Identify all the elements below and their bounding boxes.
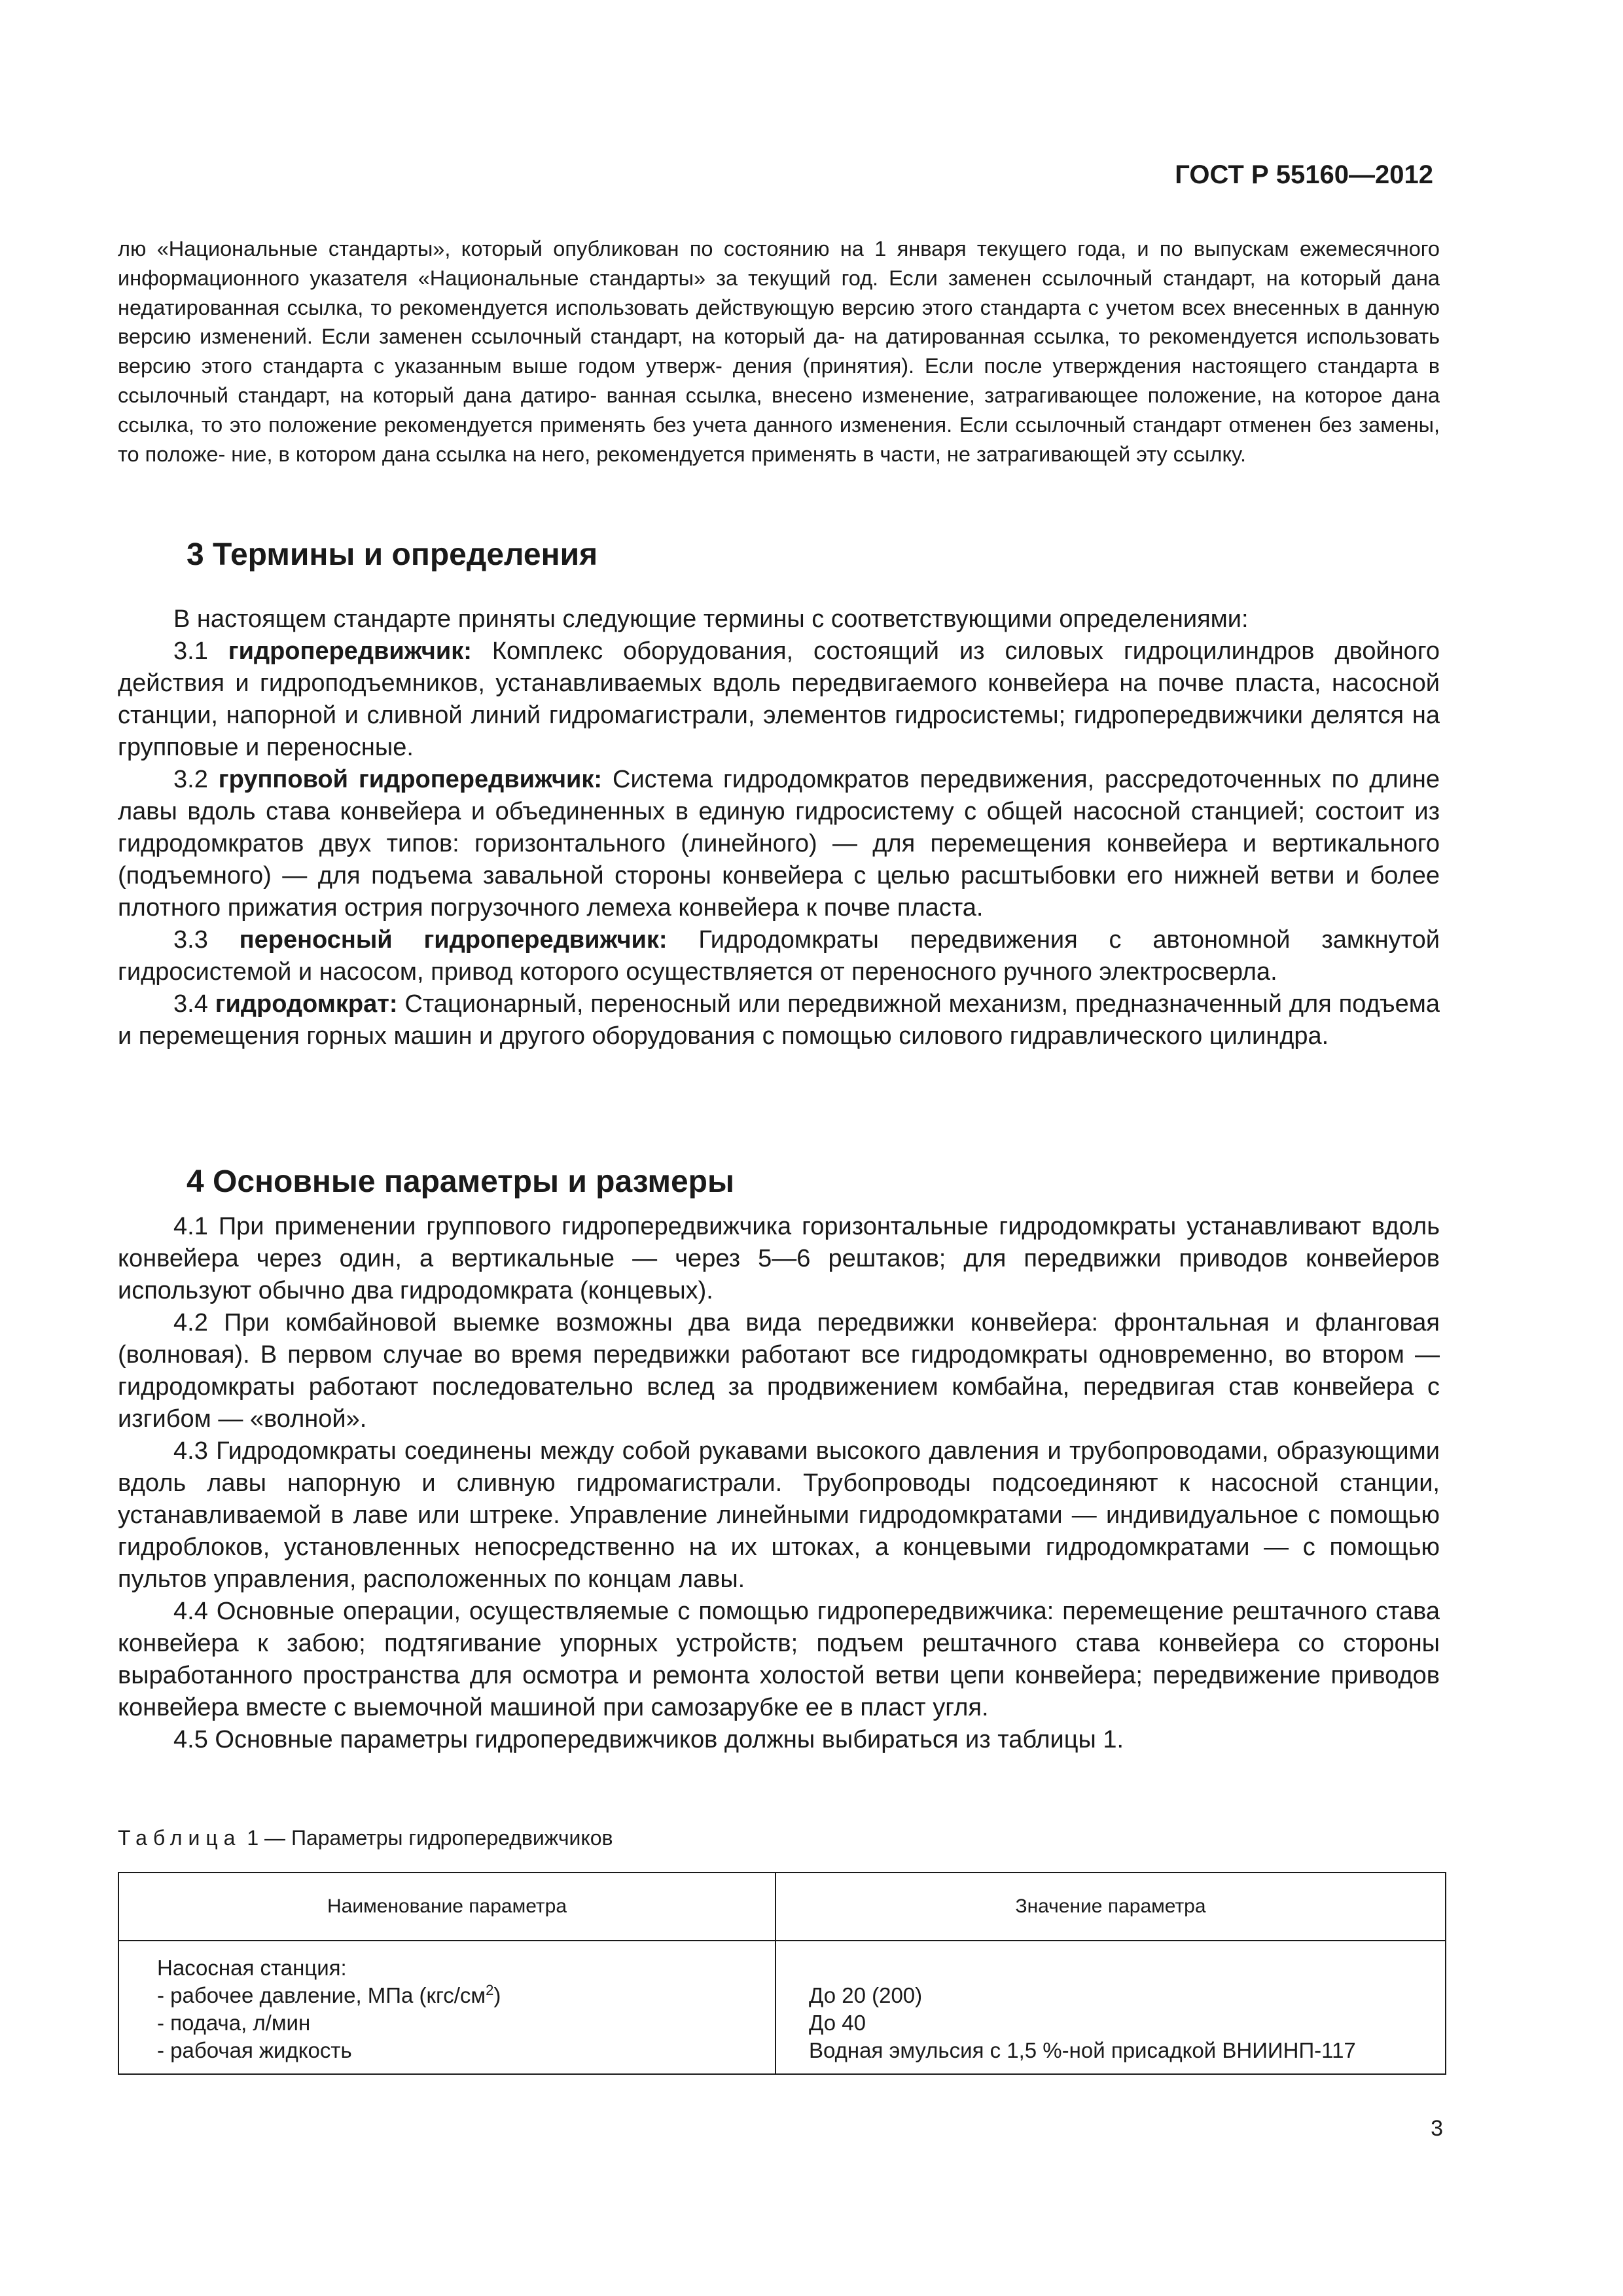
intro-line: ванная ссылка, внесено изменение, затрагивающее положение, на которое дана ссылка, то это положение [118,383,1440,437]
standard-code: ГОСТ Р 55160—2012 [1175,160,1433,189]
clause-paragraph: 4.5 Основные параметры гидропередвижчиков должны выбираться из таблицы 1. [173,1726,1124,1753]
column-header: Значение параметра [776,1873,1446,1941]
term-definition [118,636,1440,764]
table-caption-text: 1 — Параметры гидропередвижчиков [241,1826,613,1850]
term-text: Стационарный, переносный или передвижной механизм, предназначенный для подъема и перемещения горных машин и другого оборудования с помощью силового гидравлического цилиндра. [118,990,1440,1050]
term-number: 3.1 [173,637,228,665]
table-row [118,1941,1446,2074]
parameter-values-cell [776,1941,1446,2074]
parameter-fluid: - рабочая жидкость [157,2038,352,2062]
value-fluid: Водная эмульсия с 1,5 %-ной присадкой ВНИИНП-117 [809,2038,1356,2062]
blank-line [809,1954,1444,1982]
intro-line: стандарт, на который дана недатированная ссылка, то рекомендуется использовать действующую версию этого [118,266,1440,319]
section-4-body [118,1211,1440,1756]
clause-paragraph: 4.2 При комбайновой выемке возможны два вида передвижки конвейера: фронтальная и фланговая (волновая). В первом случае во время передвижки работают все гидродомкраты одновременно, во втором — гидродомкраты работают последовательно вслед за продвижением комбайна, передвигая став конвейера с изгибом — «волной». [118,1309,1440,1433]
term-number: 3.3 [173,926,240,954]
term-text: Гидродомкраты передвижения с автономной замкнутой гидросистемой и насосом, привод которого осуществляется от переносного ручного электросверла. [118,926,1440,986]
clause-paragraph: 4.4 Основные операции, осуществляемые с помощью гидропередвижчика: перемещение рештачного става конвейера к забою; подтягивание упорных устройств; подъем рештачного става конвейера со стороны выработанного пространства для осмотра и ремонта холостой ветви цепи конвейера; передвижение приводов конвейера вместе с выемочной машиной при самозарубке ее в пласт угля. [118,1598,1440,1721]
term-name: групповой гидропередвижчик: [218,766,603,793]
column-header: Наименование параметра [118,1873,776,1941]
intro-line: лю «Национальные стандарты», который опубликован по состоянию на 1 января текущего года, и по выпускам [118,237,1289,260]
clause-paragraph: 4.1 При применении группового гидропередвижчика горизонтальные гидродомкраты устанавливают вдоль конвейера через один, а вертикальные — через 5—6 рештаков; для передвижки приводов конвейеров используют обычно два гидродомкрата (концевых). [118,1213,1440,1304]
term-number: 3.2 [173,766,219,793]
term-text: Комплекс оборудования, состоящий из силовых гидроцилиндров двойного действия и гидроподъемников, устанавливаемых вдоль передвигаемого конвейера на почве пласта, насосной станции, напорной и сливной линий гидромагистрали, элементов гидросистемы; гидропередвижчики делятся на групповые и переносные. [118,637,1440,761]
intro-paragraph [118,234,1440,469]
value-pressure: До 20 (200) [809,1983,923,2007]
table-header-row [118,1873,1446,1941]
intro-line: рекомендуется применять без учета данного изменения. Если ссылочный стандарт отменен без замены, то положе- [118,412,1440,466]
term-name: гидродомкрат: [215,990,398,1018]
section-3-body [118,603,1440,1052]
term-name: переносный гидропередвижчик: [239,926,668,954]
parameter-group: Насосная станция: [157,1956,347,1980]
value-feed: До 40 [809,2011,866,2035]
term-number: 3.4 [173,990,215,1018]
table-caption-label: Таблица [118,1826,241,1850]
parameter-feed: - подача, л/мин [157,2011,311,2035]
clause-paragraph: 4.3 Гидродомкраты соединены между собой рукавами высокого давления и трубопроводами, образующими вдоль лавы напорную и сливную гидромагистрали. Трубопроводы подсоединяют к насосной станции, устанавливаемой в лаве или штреке. Управление линейными гидродомкратами — индивидуальное с помощью гидроблоков, установленных непосредственно на их штоках, а концевыми гидродомкратами — с помощью пультов управления, расположенных по концам лавы. [118,1437,1440,1593]
section-3-title: 3 Термины и определения [187,537,598,572]
parameter-pressure-text: - рабочее давление, МПа (кгс/см [157,1983,486,2007]
parameter-names-cell [118,1941,776,2074]
term-text: Система гидродомкратов передвижения, рассредоточенных по длине лавы вдоль става конвейера и объединенных в единую гидросистему с общей насосной станцией; состоит из гидродомкратов двух типов: горизонтального (линейного) — для перемещения конвейера и вертикального (подъемного) — для подъема завальной стороны конвейера с целью расштыбовки его нижней ветви и более плотного прижатия острия погрузочного лемеха конвейера к почве пласта. [118,766,1440,922]
term-definition [118,924,1440,988]
term-name: гидропередвижчик: [228,637,472,665]
page-number: 3 [1431,2116,1443,2141]
parameters-table [118,1872,1446,2075]
intro-line: стандарта с учетом всех внесенных в данную версию изменений. Если заменен ссылочный стандарт, на который да- [118,295,1440,349]
table-caption [118,1826,613,1850]
superscript: 2 [486,1982,494,1998]
intro-line: ежемесячного информационного указателя «Национальные стандарты» за текущий год. Если заменен ссылочный [118,237,1440,290]
term-definition [118,988,1440,1052]
intro-line: дения (принятия). Если после утверждения настоящего стандарта в ссылочный стандарт, на который дана датиро- [118,354,1440,407]
intro-line: ние, в котором дана ссылка на него, рекомендуется применять в части, не затрагивающей эту ссылку. [231,442,1247,466]
section-3-intro: В настоящем стандарте приняты следующие термины с соответствующими определениями: [173,605,1249,633]
parameter-pressure [157,1982,774,2009]
intro-line: на датированная ссылка, то рекомендуется использовать версию этого стандарта с указанным выше годом утверж- [118,325,1440,378]
section-4-title: 4 Основные параметры и размеры [187,1164,734,1199]
term-definition [118,764,1440,924]
parameter-pressure-close: ) [493,1983,501,2007]
